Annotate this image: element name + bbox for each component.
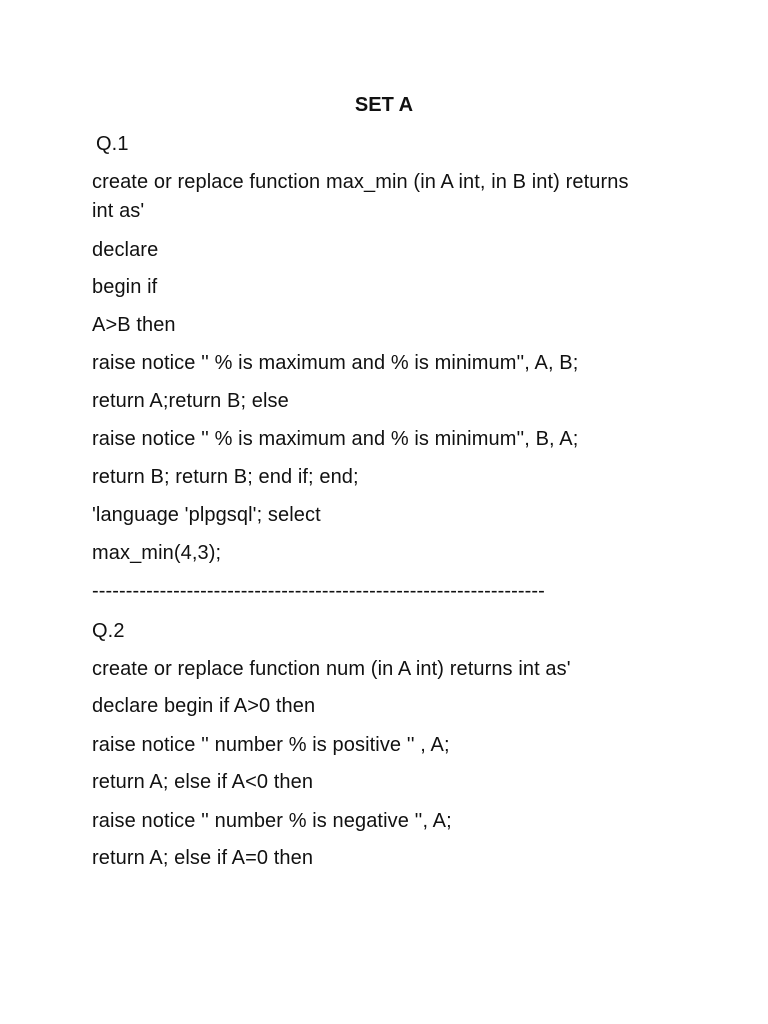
code-line: create or replace function num (in A int) returns int as' <box>92 658 571 680</box>
question-2-label: Q.2 <box>92 620 125 642</box>
code-line: raise notice '' number % is positive '' , A; <box>92 734 450 756</box>
code-line: declare begin if A>0 then <box>92 695 316 717</box>
code-line: max_min(4,3); <box>92 542 222 564</box>
code-line: declare <box>92 239 159 261</box>
code-line: raise notice '' number % is negative '', A; <box>92 810 452 832</box>
code-line: return A; else if A=0 then <box>92 847 314 869</box>
code-line: A>B then <box>92 314 176 336</box>
code-line: return A;return B; else <box>92 390 289 412</box>
separator-line: ------------------------------------------------------------------- <box>92 580 545 602</box>
code-line: raise notice '' % is maximum and % is minimum'', B, A; <box>92 428 579 450</box>
code-line: 'language 'plpgsql'; select <box>92 504 321 526</box>
code-line: raise notice '' % is maximum and % is minimum'', A, B; <box>92 352 579 374</box>
page-title: SET A <box>354 94 414 116</box>
code-line: return A; else if A<0 then <box>92 771 314 793</box>
code-line: int as' <box>92 200 145 222</box>
code-line: create or replace function max_min (in A int, in B int) returns <box>92 171 629 193</box>
code-line: return B; return B; end if; end; <box>92 466 359 488</box>
question-1-label: Q.1 <box>96 133 129 155</box>
code-line: begin if <box>92 276 158 298</box>
